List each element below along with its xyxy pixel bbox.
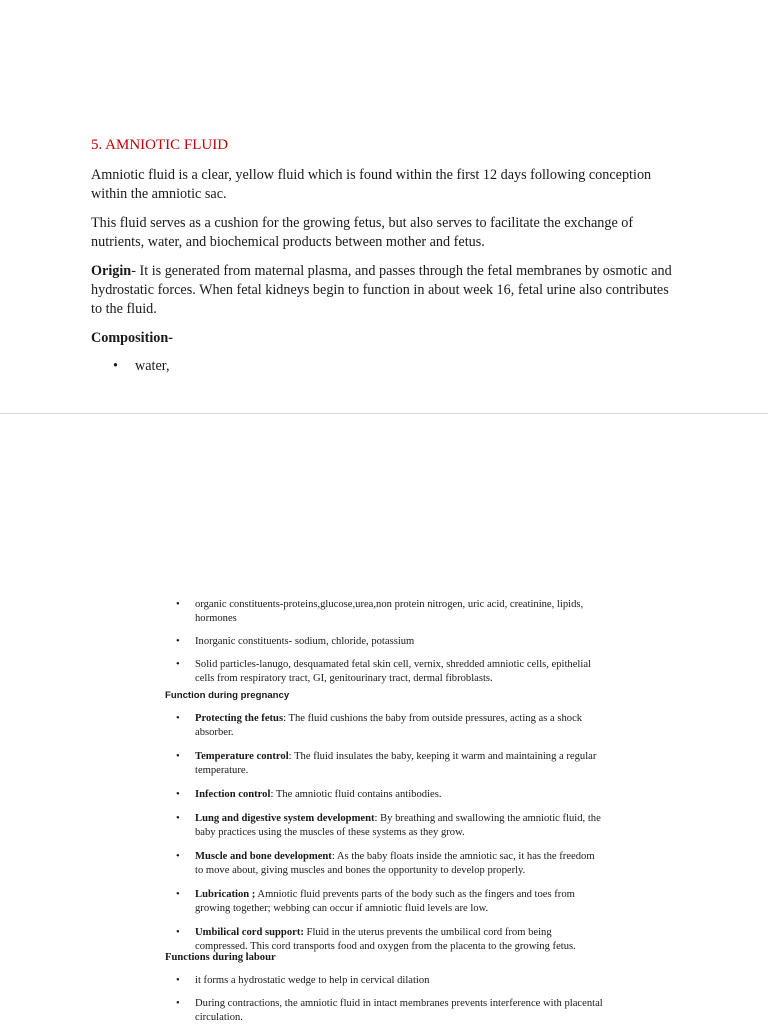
list-item-text: Fluid in the uterus prevents the umbilical cord from being compressed. This cord transports food and oxygen from the placenta to the growing fetus. <box>195 927 576 952</box>
origin-label: Origin <box>91 263 132 279</box>
bullet-icon: • <box>176 659 180 670</box>
list-item <box>172 635 605 649</box>
section-heading: 5. AMNIOTIC FLUID <box>91 137 229 153</box>
bullet-icon: • <box>176 998 180 1009</box>
paragraph-function: This fluid serves as a cushion for the growing fetus, but also serves to facilitate the exchange of nutrients, water, and biochemical products between mother and fetus. <box>91 215 634 250</box>
list-item <box>172 812 605 840</box>
bullet-icon: • <box>176 751 180 762</box>
labour-functions-list <box>172 974 605 1025</box>
paragraph-origin <box>91 262 681 319</box>
bullet-icon: • <box>176 851 180 862</box>
bullet-icon: • <box>176 889 180 900</box>
list-item <box>172 598 605 626</box>
term-separator: : <box>288 751 295 762</box>
list-item-term: Infection control <box>195 789 271 800</box>
term-separator: : <box>374 813 381 824</box>
pregnancy-functions-list <box>172 712 605 954</box>
list-item <box>172 750 605 778</box>
origin-text: - It is generated from maternal plasma, and passes through the fetal membranes by osmotic and hydrostatic forces. When fetal kidneys begin to function in about week 16, fetal urine also contributes to the fluid. <box>91 263 672 317</box>
list-item-term: Temperature control <box>195 751 289 762</box>
list-item <box>113 357 170 376</box>
page-1 <box>0 0 768 412</box>
list-item-text: The fluid insulates the baby, keeping it warm and maintaining a regular temperature. <box>195 751 597 776</box>
labour-heading: Functions during labour <box>165 952 276 963</box>
list-item-term: Muscle and bone development <box>195 851 332 862</box>
bullet-icon: • <box>176 713 180 724</box>
list-item <box>172 997 605 1025</box>
composition-label: Composition- <box>91 330 173 346</box>
list-item <box>172 888 605 916</box>
pregnancy-heading: Function during pregnancy <box>165 690 290 701</box>
bullet-icon: • <box>176 599 180 610</box>
list-item-term: Umbilical cord support: <box>195 927 304 938</box>
list-item-text: water, <box>135 358 170 374</box>
list-item-text: Amniotic fluid prevents parts of the body such as the fingers and toes from growing together; webbing can occur if amniotic fluid levels are low. <box>195 889 575 914</box>
list-item-text: The amniotic fluid contains antibodies. <box>275 789 442 800</box>
list-item-text: As the baby floats inside the amniotic sac, it has the freedom to move about, giving muscles and bones the opportunity to develop properly. <box>195 851 595 876</box>
list-item-term: Lung and digestive system development <box>195 813 375 824</box>
list-item <box>172 926 605 954</box>
list-item-text: Inorganic constituents- sodium, chloride, potassium <box>195 636 415 647</box>
list-item <box>172 850 605 878</box>
list-item <box>172 658 605 686</box>
term-separator: : <box>331 851 337 862</box>
bullet-icon: • <box>176 927 180 938</box>
list-item-text: Solid particles-lanugo, desquamated fetal skin cell, vernix, shredded amniotic cells, epithelial cells from respiratory tract, GI, genitourinary tract, dermal fibroblasts. <box>195 659 591 684</box>
list-item-text: During contractions, the amniotic fluid in intact membranes prevents interference with placental circulation. <box>195 998 603 1023</box>
list-item <box>172 974 605 988</box>
bullet-icon: • <box>176 813 180 824</box>
list-item <box>172 712 605 740</box>
list-item-term: Protecting the fetus <box>195 713 284 724</box>
list-item-text: By breathing and swallowing the amniotic fluid, the baby practices using the muscles of these systems as they grow. <box>195 813 601 838</box>
list-item-text: The fluid cushions the baby from outside pressures, acting as a shock absorber. <box>195 713 583 738</box>
bullet-icon: • <box>113 358 118 374</box>
bullet-icon: • <box>176 975 180 986</box>
term-separator: : <box>283 713 289 724</box>
list-item-text: organic constituents-proteins,glucose,urea,non protein nitrogen, uric acid, creatinine, lipids, hormones <box>195 599 584 624</box>
composition-list <box>172 598 605 686</box>
bullet-icon: • <box>176 789 180 800</box>
page-2 <box>0 414 768 1024</box>
term-separator: : <box>270 789 276 800</box>
bullet-icon: • <box>176 636 180 647</box>
paragraph-definition: Amniotic fluid is a clear, yellow fluid which is found within the first 12 days following conception within the amniotic sac. <box>91 167 652 202</box>
list-item-text: it forms a hydrostatic wedge to help in cervical dilation <box>195 975 430 986</box>
list-item <box>172 788 605 802</box>
list-item-term: Lubrication ; <box>195 889 256 900</box>
